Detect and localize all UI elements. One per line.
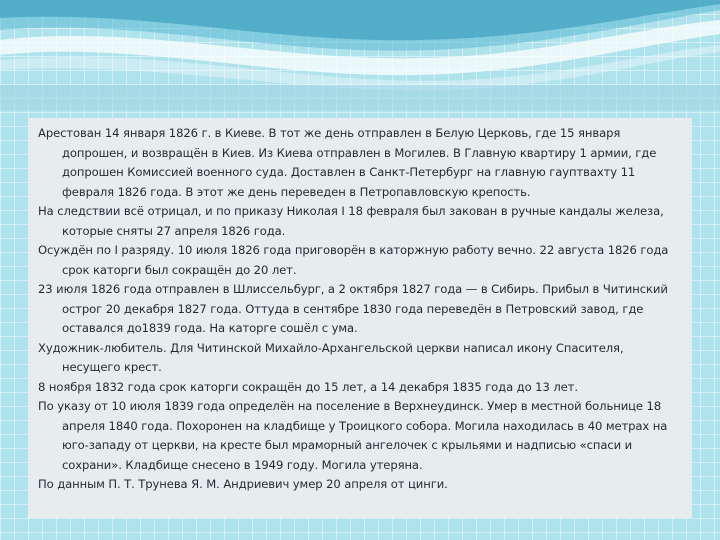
text-panel — [28, 118, 692, 518]
paragraph-sentence: Осуждён по I разряду. 10 июля 1826 года приговорён в каторжную работу вечно. 22 августа 1826 года срок каторги был сокращён до 20 лет. — [38, 243, 669, 277]
decorative-waves — [0, 0, 720, 110]
paragraph-reduction: 8 ноября 1832 года срок каторги сокращён до 15 лет, а 14 декабря 1835 года до 13 лет. — [38, 379, 578, 394]
paragraph-arrest: Арестован 14 января 1826 г. в Киеве. В тот же день отправлен в Белую Церковь, где 15 января допрошен, и возвращён в Киев. Из Киева отправлен в Могилев. В Главную квартиру 1 армии, где допрошен Комиссией военного суда. Доставлен в Санкт-Петербург на главную гауптвахту 11 февраля 1826 года. В этот же день переведен в Петропавловскую крепость. — [38, 126, 657, 199]
paragraph-transfer: 23 июля 1826 года отправлен в Шлиссельбург, а 2 октября 1827 года — в Сибирь. Прибыл в Читинский острог 20 декабря 1827 года. Оттуда в сентябре 1830 года переведён в Петровский завод, где оставался до1839 года. На каторге сошёл с ума. — [38, 282, 668, 335]
paragraph-artist: Художник-любитель. Для Читинской Михайло-Архангельской церкви написал икону Спасителя, несущего крест. — [38, 340, 624, 374]
paragraph-settlement: По указу от 10 июля 1839 года определён на поселение в Верхнеудинск. Умер в местной больнице 18 апреля 1840 года. Похоронен на кладбище у Троицкого собора. Могила находилась в 40 метрах на юго-западу от церкви, на кресте был мраморный ангелочек с крыльями и надписью «спаси и сохрани». Кладбище снесено в 1949 году. Могила утеряна. — [38, 399, 668, 472]
paragraph-investigation: На следствии всё отрицал, и по приказу Николая I 18 февраля был закован в ручные кандалы железа, которые сняты 27 апреля 1826 года. — [38, 204, 664, 238]
paragraph-death: По данным П. Т. Трунева Я. М. Андриевич умер 20 апреля от цинги. — [38, 477, 448, 491]
